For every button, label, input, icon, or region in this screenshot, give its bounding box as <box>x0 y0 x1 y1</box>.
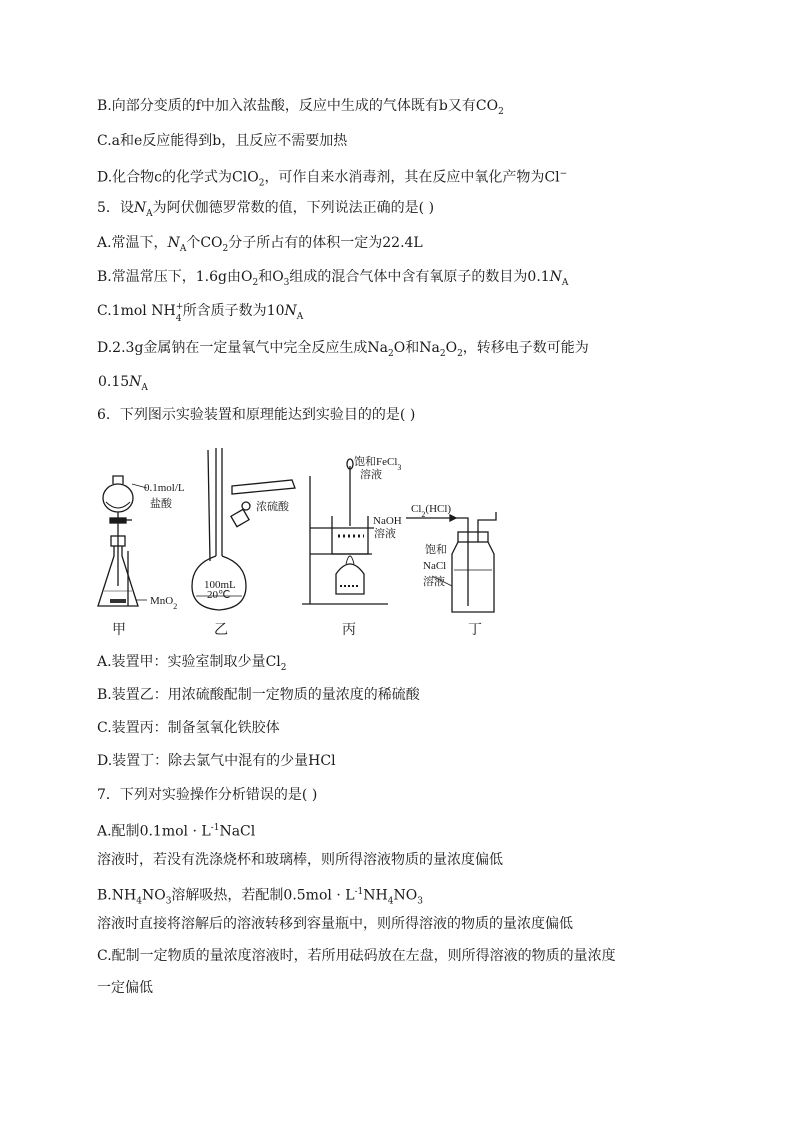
formula: O <box>240 269 253 285</box>
bottle-stopper <box>458 532 488 542</box>
text: B.常温常压下，1.6g由 <box>97 269 241 285</box>
subscript: 4 <box>136 896 142 907</box>
subscript: 2 <box>388 348 394 359</box>
q5-option-b <box>97 267 568 293</box>
avogadro-symbol: N <box>133 200 147 216</box>
superscript: − <box>559 169 568 179</box>
superscript: -1 <box>210 823 220 833</box>
ion-scripts <box>175 302 184 324</box>
value: 0.5mol · L <box>283 887 355 904</box>
subscript: 4 <box>175 314 182 324</box>
value: 10 <box>266 303 285 319</box>
q6-stem: 6．下列图示实验装置和原理能达到实验目的的是( ) <box>97 407 416 423</box>
text: C.1mol <box>97 303 147 319</box>
q4-option-d-text-b: ，可作自来水消毒剂，其在反应中氧化产物为 <box>264 169 545 186</box>
text: A.配制 <box>97 823 140 840</box>
q5-option-a <box>97 233 423 259</box>
q4-option-c: C.a和e反应能得到b，且反应不需要加热 <box>97 133 348 149</box>
caption-yi: 乙 <box>214 623 228 638</box>
formula: Cl <box>265 654 281 670</box>
q7-option-c-cont: 一定偏低 <box>97 980 153 996</box>
q7-option-c: C.配制一定物质的量浓度溶液时，若所用砝码放在左盘，则所得溶液的物质的量浓度 <box>97 948 616 964</box>
flask-stopper <box>231 509 249 526</box>
glass-rod <box>208 450 210 561</box>
q7-stem: 7．下列对实验操作分析错误的是( ) <box>97 787 318 803</box>
formula: O <box>445 340 458 356</box>
label-nacl: NaCl <box>423 560 447 572</box>
q5-stem-text: 为阿伏伽德罗常数的值，下列说法正确的是( ) <box>152 200 435 216</box>
text: 溶解吸热，若配制 <box>171 887 284 904</box>
apparatus-jia <box>98 476 147 606</box>
subscript: 4 <box>387 896 394 907</box>
q5-number: 5．设 <box>97 200 134 216</box>
value: 0.1 <box>527 269 550 285</box>
text: D.2.3g金属钠在一定量氧气中完全反应生成 <box>97 340 368 356</box>
formula: Na <box>367 340 389 356</box>
value: 0.15 <box>98 374 130 390</box>
subscript: A <box>141 382 148 393</box>
subscript: 2 <box>258 178 265 189</box>
formula: ClO <box>232 169 259 186</box>
alcohol-burner <box>336 564 364 594</box>
caption-ding: 丁 <box>468 623 482 638</box>
subscript: 2 <box>252 277 259 288</box>
subscript: 2 <box>457 348 463 359</box>
label-solution: 溶液 <box>374 528 396 540</box>
text: 分子所占有的体积一定为22.4L <box>228 235 423 251</box>
washing-bottle <box>452 542 494 612</box>
formula: NH <box>363 887 388 904</box>
subscript: 3 <box>417 896 423 907</box>
label-solution: 溶液 <box>360 469 382 481</box>
text: ，转移电子数可能为 <box>462 340 589 356</box>
text: A.常温下， <box>97 235 168 251</box>
q6-option-a <box>97 652 287 678</box>
q4-option-d <box>97 164 567 193</box>
formula: CO <box>200 235 223 251</box>
label-cl2-hcl: $Cl_2(HCl)$ <box>411 503 452 519</box>
label-naoh: NaOH <box>373 515 402 527</box>
formula: Na <box>419 340 440 356</box>
subscript: A <box>179 243 187 254</box>
subscript: A <box>561 277 569 288</box>
text: 和 <box>405 340 420 356</box>
label-concentrated-sulfuric-acid: 浓硫酸 <box>256 501 289 513</box>
text: 和 <box>258 269 273 285</box>
label-flask-temperature: 20℃ <box>207 589 231 601</box>
q7-option-a <box>97 818 255 842</box>
subscript: A <box>146 208 153 219</box>
caption-bing: 丙 <box>342 623 356 638</box>
label-solution: 溶液 <box>423 576 445 588</box>
q5-stem <box>97 198 434 224</box>
subscript: 2 <box>280 662 287 673</box>
formula: NaCl <box>219 823 256 840</box>
gas-inlet-tube <box>406 518 468 542</box>
label-fecl3: 饱和FeCl$_3$ <box>354 456 402 472</box>
apparatus-ding <box>406 512 496 612</box>
q5-option-c <box>97 301 303 327</box>
subscript: 3 <box>283 277 290 288</box>
subscript: 2 <box>498 106 504 117</box>
ion: Cl <box>544 169 560 186</box>
caption-jia: 甲 <box>112 623 126 638</box>
formula: CO <box>475 98 499 114</box>
label-hydrochloric-acid: 盐酸 <box>150 498 172 510</box>
q6-option-d: D.装置丁：除去氯气中混有的少量HCl <box>97 753 336 769</box>
q7-option-b <box>97 882 423 911</box>
q5-option-d-cont <box>98 372 148 398</box>
label-saturated: 饱和 <box>425 544 447 556</box>
formula: O <box>272 269 284 285</box>
text: A.装置甲：实验室制取少量 <box>97 654 266 670</box>
avogadro-symbol: N <box>549 269 562 285</box>
stopcock <box>110 518 126 523</box>
q7-option-a-cont: 溶液时，若没有洗涤烧杯和玻璃棒，则所得溶液物质的量浓度偏低 <box>97 852 503 868</box>
subscript: 3 <box>165 896 172 907</box>
ion: NH <box>151 303 176 319</box>
q7-option-b-cont: 溶液时直接将溶解后的溶液转移到容量瓶中，则所得溶液的物质的量浓度偏低 <box>97 916 573 932</box>
subscript: 2 <box>222 243 229 254</box>
superscript: + <box>175 302 184 312</box>
label-mno2: MnO$_2$ <box>150 595 178 611</box>
label-acid-concentration: 0.1mol/L <box>144 482 185 494</box>
text: B. <box>97 887 112 904</box>
subscript: 2 <box>439 348 446 359</box>
q6-option-c: C.装置丙：制备氢氧化铁胶体 <box>97 720 280 736</box>
formula: O <box>393 340 406 356</box>
q4-option-d-text: D.化合物c的化学式为 <box>97 169 233 186</box>
avogadro-symbol: N <box>284 303 297 319</box>
acid-tube <box>232 480 295 494</box>
label-flask-volume: 100mL <box>204 579 236 591</box>
q6-option-b: B.装置乙：用浓硫酸配制一定物质的量浓度的稀硫酸 <box>97 687 420 703</box>
formula: NO <box>141 887 166 904</box>
q4-option-b-text: B.向部分变质的f中加入浓盐酸，反应中生成的气体既有b又有 <box>97 98 476 114</box>
subscript: A <box>296 311 304 322</box>
text: 所含质子数为 <box>182 303 267 319</box>
formula: NH <box>111 887 137 904</box>
text: 组成的混合气体中含有氧原子的数目为 <box>289 269 528 285</box>
apparatus-figure <box>92 436 512 646</box>
formula: NO <box>393 887 418 904</box>
text: 个 <box>186 235 201 251</box>
value: 0.1mol · L <box>139 823 211 840</box>
q5-option-d <box>97 338 589 364</box>
avogadro-symbol: N <box>167 235 180 251</box>
superscript: -1 <box>354 887 364 897</box>
q4-option-b <box>97 96 504 122</box>
avogadro-symbol: N <box>129 374 142 390</box>
